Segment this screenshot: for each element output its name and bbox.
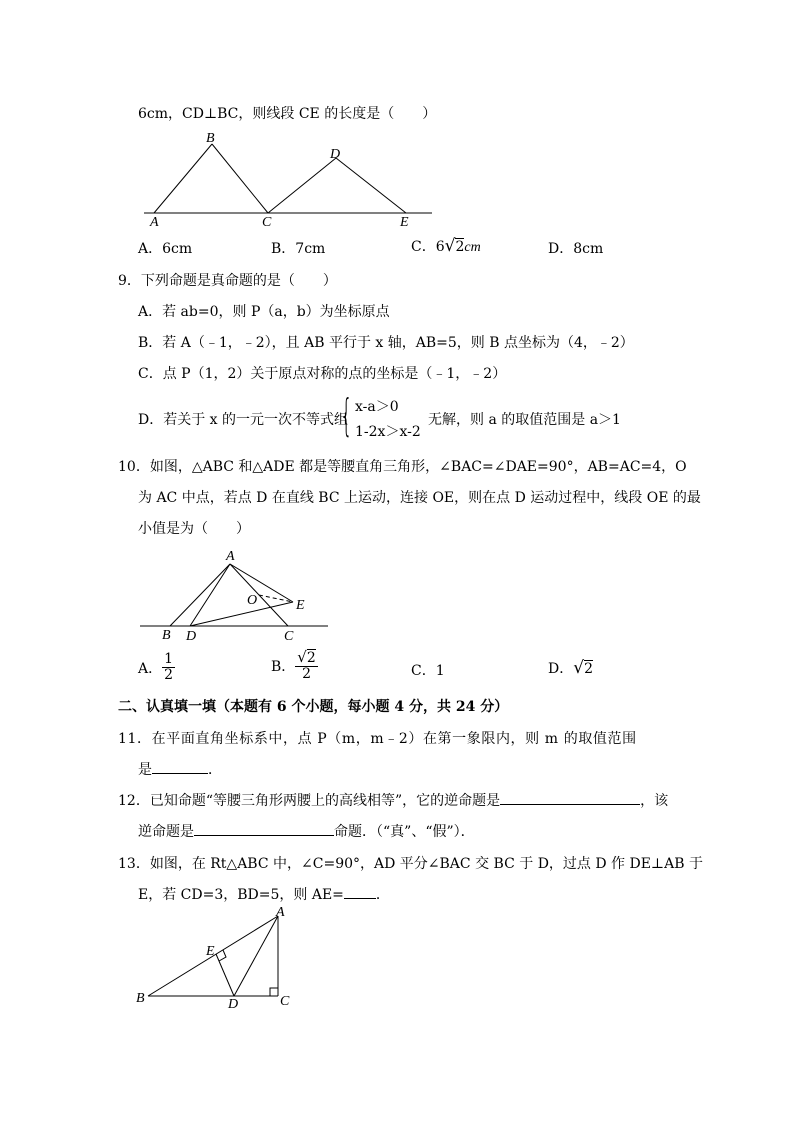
q12-truth-blank[interactable]: [194, 821, 334, 836]
q10-option-b: B． $\frac{√2}{2}$: [271, 648, 316, 683]
q10-line-2: 为 AC 中点，若点 D 在直线 BC 上运动，连接 OE，则在点 D 运动过程中，线段 OE 的最: [138, 490, 701, 506]
q9-ineq-2: 1-2x＞x-2: [355, 424, 421, 440]
q8-label-E: E: [400, 215, 409, 230]
q10-option-d: D．√2: [548, 658, 593, 678]
q8-label-A: A: [150, 215, 159, 230]
section-2-heading: 二、认真填一填（本题有 6 个小题，每小题 4 分，共 24 分）: [118, 699, 509, 715]
q13-label-D: D: [228, 997, 239, 1012]
q8-option-c: C．6√2cm: [411, 236, 481, 256]
q8-label-B: B: [206, 131, 215, 146]
q8-stem: 6cm，CD⊥BC，则线段 CE 的长度是（ ）: [138, 106, 437, 122]
q13-label-B: B: [136, 991, 145, 1006]
q10-segment-AE: [230, 564, 293, 602]
q9-option-c: C．点 P（1，2）关于原点对称的点的坐标是（﹣1，﹣2）: [138, 366, 507, 382]
q12-line-2: 逆命题是 命题．（“真”、“假”）．: [138, 821, 475, 841]
q9-option-d-prefix: D．若关于 x 的一元一次不等式组: [138, 412, 349, 428]
q9-ineq-1: x-a＞0: [355, 399, 399, 415]
q9-option-a: A．若 ab=0，则 P（a，b）为坐标原点: [138, 304, 390, 320]
q12-line-1: 12．已知命题“等腰三角形两腰上的高线相等”，它的逆命题是 ，该: [118, 790, 668, 810]
q10-figure: [138, 546, 338, 646]
q10-segment-AB: [170, 564, 230, 626]
q10-label-A: A: [226, 549, 235, 564]
q11-line-1: 11．在平面直角坐标系中，点 P（m，m﹣2）在第一象限内，则 m 的取值范围: [118, 731, 637, 747]
q8-option-d: D．8cm: [548, 241, 604, 257]
q8-option-a: A．6cm: [138, 241, 193, 257]
q10-label-E: E: [296, 598, 305, 613]
q10-line-3: 小值是为（ ）: [138, 521, 250, 537]
q8-segment-DE: [336, 158, 406, 213]
q8-segment-AB: [154, 144, 212, 213]
q12-converse-blank[interactable]: [500, 790, 640, 805]
q9-stem: 9．下列命题是真命题的是（ ）: [118, 273, 337, 289]
q10-label-D: D: [186, 629, 197, 644]
q13-answer-blank[interactable]: [344, 884, 376, 899]
q10-segment-AD: [190, 564, 230, 626]
q10-segment-DE: [190, 602, 293, 626]
q10-option-a: A． $\frac{1}{2}$: [138, 651, 174, 684]
q13-segment-DE: [216, 954, 234, 996]
q9-option-b: B．若 A（﹣1，﹣2），且 AB 平行于 x 轴，AB=5，则 B 点坐标为（4，﹣2）: [138, 335, 634, 351]
q10-label-O: O: [247, 593, 258, 608]
q11-line-2: 是 ．: [138, 759, 222, 779]
q13-segment-AD: [234, 916, 278, 996]
q9-option-d-suffix: 无解，则 a 的取值范围是 a＞1: [428, 412, 621, 428]
q8-figure: [140, 128, 440, 230]
q9-brace: {: [340, 390, 353, 441]
q8-segment-CD: [268, 158, 336, 213]
q10-option-c: C．1: [411, 663, 445, 679]
q13-right-angle-C: [270, 988, 278, 996]
q13-line-2: E，若 CD=3，BD=5，则 AE= ．: [138, 884, 390, 904]
q13-label-E: E: [206, 944, 215, 959]
q10-label-B: B: [162, 628, 171, 643]
q10-label-C: C: [284, 629, 294, 644]
q8-segment-BC: [212, 144, 268, 213]
q13-line-1: 13．如图，在 Rt△ABC 中，∠C=90°，AD 平分∠BAC 交 BC 于 D，过点 D 作 DE⊥AB 于: [118, 856, 703, 872]
q8-label-C: C: [262, 215, 272, 230]
q8-label-D: D: [330, 147, 341, 162]
q13-figure: [134, 904, 304, 1016]
q8-option-b: B．7cm: [271, 241, 326, 257]
q11-answer-blank[interactable]: [152, 759, 208, 774]
q10-line-1: 10．如图，△ABC 和△ADE 都是等腰直角三角形，∠BAC=∠DAE=90°，AB=AC=4，O: [118, 459, 687, 475]
q13-label-A: A: [276, 905, 285, 920]
q13-label-C: C: [280, 994, 290, 1009]
